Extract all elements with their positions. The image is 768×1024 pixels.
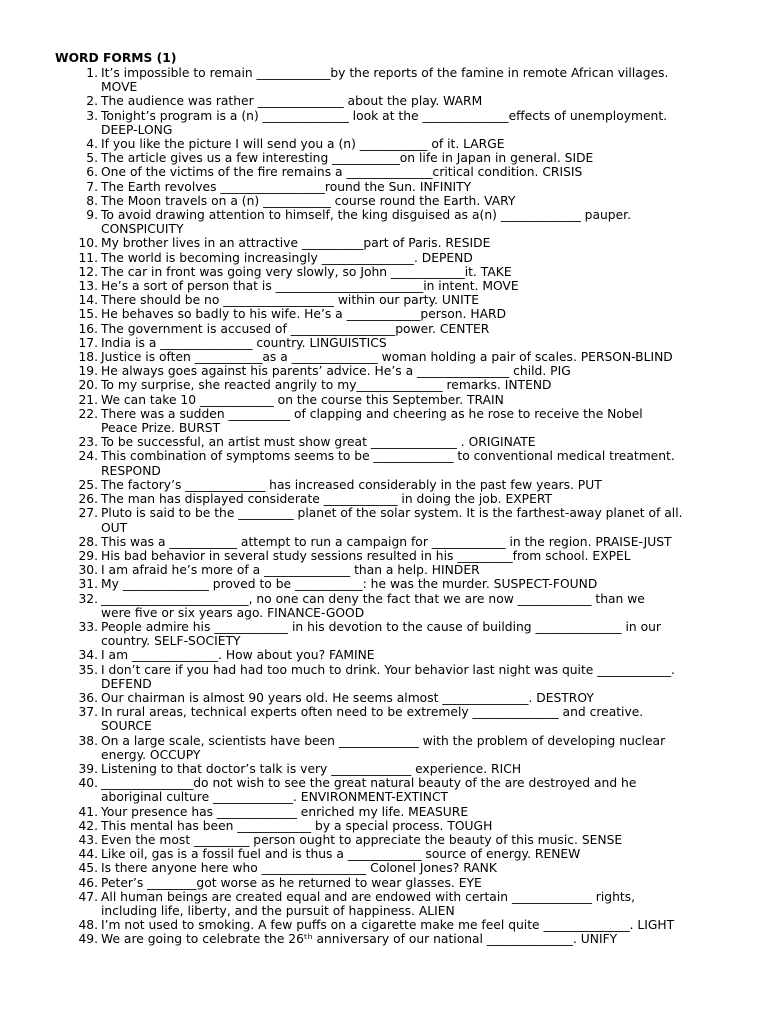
item-text: To be successful, an artist must show great ______________ . ORIGINATE (101, 435, 536, 450)
exercise-item (0, 620, 768, 648)
exercise-item (0, 165, 768, 179)
item-number: 8. (86, 193, 98, 208)
exercise-item (0, 208, 768, 236)
item-number: 15. (78, 307, 98, 322)
exercise-item (0, 805, 768, 819)
item-number: 34. (78, 648, 98, 663)
item-text: The article gives us a few interesting ___________on life in Japan in general. SIDE (101, 151, 594, 166)
exercise-item (0, 378, 768, 392)
item-text: To avoid drawing attention to himself, the king disguised as a(n) _____________ pauper. CONSPICUITY (101, 208, 632, 237)
item-number: 10. (78, 236, 98, 251)
item-number: 12. (78, 264, 98, 279)
item-text: This was a ___________ attempt to run a campaign for ____________ in the region. PRAISE-JUST (101, 534, 672, 549)
exercise-item (0, 563, 768, 577)
exercise-item (0, 535, 768, 549)
item-text: The Earth revolves _________________round the Sun. INFINITY (101, 179, 472, 194)
document-title: WORD FORMS (1) (55, 51, 177, 65)
item-number: 44. (78, 847, 98, 862)
exercise-item (0, 66, 768, 94)
item-text: India is a _______________ country. LINGUISTICS (101, 335, 387, 350)
item-text: I am ______________. How about you? FAMINE (101, 648, 375, 663)
item-text: This mental has been ____________ by a special process. TOUGH (101, 818, 493, 833)
exercise-item (0, 492, 768, 506)
item-number: 17. (78, 335, 98, 350)
item-text: ________________________, no one can deny the fact that we are now ____________ than we were five or six years ago. FINANCE-GOOD (101, 591, 645, 620)
item-number: 45. (78, 861, 98, 876)
item-number: 14. (78, 293, 98, 308)
exercise-item (0, 94, 768, 108)
exercise-item (0, 109, 768, 137)
item-text: In rural areas, technical experts often need to be extremely ______________ and creative. SOURCE (101, 705, 644, 734)
item-text: Our chairman is almost 90 years old. He seems almost ______________. DESTROY (101, 690, 594, 705)
exercise-item (0, 577, 768, 591)
item-number: 11. (78, 250, 98, 265)
exercise-item (0, 293, 768, 307)
exercise-item (0, 137, 768, 151)
exercise-item (0, 648, 768, 662)
item-number: 47. (78, 889, 98, 904)
exercise-item (0, 407, 768, 435)
item-number: 41. (78, 804, 98, 819)
item-number: 5. (86, 151, 98, 166)
item-text: Tonight’s program is a (n) ______________ look at the ______________effects of unemployment. DEEP-LONG (101, 108, 668, 137)
exercise-item (0, 236, 768, 250)
item-text: Like oil, gas is a fossil fuel and is thus a ____________ source of energy. RENEW (101, 847, 581, 862)
exercise-item (0, 151, 768, 165)
item-text: He always goes against his parents’ advice. He’s a _______________ child. PIG (101, 364, 571, 379)
item-text: Is there anyone here who _________________ Colonel Jones? RANK (101, 861, 497, 876)
item-text: We are going to celebrate the 26ᵗʰ anniversary of our national ______________. UNIFY (101, 932, 618, 947)
item-number: 2. (86, 94, 98, 109)
exercise-item (0, 663, 768, 691)
item-text: To my surprise, she reacted angrily to my______________ remarks. INTEND (101, 378, 552, 393)
item-number: 22. (78, 406, 98, 421)
exercise-item (0, 336, 768, 350)
item-number: 25. (78, 477, 98, 492)
item-text: Justice is often ___________as a ______________ woman holding a pair of scales. PERSON-BLIND (101, 350, 673, 365)
item-number: 19. (78, 364, 98, 379)
item-number: 48. (78, 918, 98, 933)
item-number: 4. (86, 137, 98, 152)
item-text: The audience was rather ______________ about the play. WARM (101, 94, 483, 109)
item-number: 37. (78, 705, 98, 720)
item-text: The factory’s _____________ has increased considerably in the past few years. PUT (101, 477, 602, 492)
item-text: Even the most _________ person ought to appreciate the beauty of this music. SENSE (101, 832, 623, 847)
exercise-item (0, 322, 768, 336)
item-text: Listening to that doctor’s talk is very _____________ experience. RICH (101, 761, 522, 776)
item-number: 24. (78, 449, 98, 464)
item-text: This combination of symptoms seems to be _____________ to conventional medical treatment. RESPOND (101, 449, 675, 478)
item-text: One of the victims of the fire remains a ______________critical condition. CRISIS (101, 165, 583, 180)
exercise-item (0, 478, 768, 492)
item-number: 26. (78, 492, 98, 507)
item-number: 21. (78, 392, 98, 407)
item-number: 18. (78, 350, 98, 365)
item-number: 38. (78, 733, 98, 748)
item-number: 39. (78, 761, 98, 776)
item-number: 6. (86, 165, 98, 180)
item-number: 3. (86, 108, 98, 123)
item-text: My ______________ proved to be ___________: he was the murder. SUSPECT-FOUND (101, 577, 598, 592)
item-number: 20. (78, 378, 98, 393)
item-text: The world is becoming increasingly _______________. DEPEND (101, 250, 473, 265)
exercise-item (0, 435, 768, 449)
exercise-item (0, 592, 768, 620)
item-text: The Moon travels on a (n) ___________ course round the Earth. VARY (101, 193, 516, 208)
item-number: 36. (78, 690, 98, 705)
exercise-item (0, 180, 768, 194)
item-number: 9. (86, 208, 98, 223)
exercise-item (0, 265, 768, 279)
exercise-item (0, 833, 768, 847)
item-number: 32. (78, 591, 98, 606)
item-number: 49. (78, 932, 98, 947)
item-text: The government is accused of _________________power. CENTER (101, 321, 490, 336)
exercise-item (0, 691, 768, 705)
item-number: 1. (86, 66, 98, 80)
item-number: 35. (78, 662, 98, 677)
item-text: Pluto is said to be the _________ planet of the solar system. It is the farthest-away planet of all. OUT (101, 506, 683, 535)
exercise-item (0, 918, 768, 932)
exercise-item (0, 279, 768, 293)
item-text: If you like the picture I will send you a (n) ___________ of it. LARGE (101, 137, 505, 152)
item-number: 30. (78, 563, 98, 578)
exercise-item (0, 861, 768, 875)
item-text: All human beings are created equal and are endowed with certain _____________ rights, including life, liberty, and the pursuit of happiness. ALIEN (101, 889, 635, 918)
item-text: On a large scale, scientists have been _____________ with the problem of developing nuclear energy. OCCUPY (101, 733, 666, 762)
exercise-item (0, 890, 768, 918)
exercise-item (0, 307, 768, 321)
item-number: 28. (78, 534, 98, 549)
exercise-item (0, 449, 768, 477)
item-number: 13. (78, 279, 98, 294)
item-text: People admire his ____________ in his devotion to the cause of building ______________ in our country. SELF-SOCIETY (101, 619, 661, 649)
item-number: 42. (78, 818, 98, 833)
item-number: 16. (78, 321, 98, 336)
item-number: 46. (78, 875, 98, 890)
item-number: 43. (78, 832, 98, 847)
item-number: 31. (78, 577, 98, 592)
item-text: It’s impossible to remain ____________by the reports of the famine in remote African villages. MOVE (101, 66, 669, 95)
exercise-item (0, 194, 768, 208)
exercise-item (0, 734, 768, 762)
item-text: _______________do not wish to see the great natural beauty of the are destroyed and he aboriginal culture _____________. ENVIRONMENT-EXTINCT (101, 776, 637, 805)
item-text: There was a sudden __________ of clapping and cheering as he rose to receive the Nobel Peace Prize. BURST (101, 406, 643, 436)
item-text: The man has displayed considerate ____________ in doing the job. EXPERT (101, 492, 552, 507)
item-number: 40. (78, 776, 98, 791)
item-text: He’s a sort of person that is ________________________in intent. MOVE (101, 279, 519, 294)
item-text: I’m not used to smoking. A few puffs on a cigarette make me feel quite ______________. LIGHT (101, 918, 675, 933)
item-number: 7. (86, 179, 98, 194)
exercise-item (0, 251, 768, 265)
item-text: He behaves so badly to his wife. He’s a ____________person. HARD (101, 307, 507, 322)
exercise-item (0, 506, 768, 534)
item-text: I am afraid he’s more of a ______________ than a help. HINDER (101, 563, 480, 578)
item-text: My brother lives in an attractive __________part of Paris. RESIDE (101, 236, 491, 251)
item-number: 29. (78, 548, 98, 563)
item-text: Your presence has _____________ enriched my life. MEASURE (101, 804, 469, 819)
item-text: Peter’s ________got worse as he returned to wear glasses. EYE (101, 875, 482, 890)
exercise-item (0, 847, 768, 861)
exercise-item (0, 364, 768, 378)
exercise-item (0, 549, 768, 563)
exercise-item (0, 776, 768, 804)
item-number: 27. (78, 506, 98, 521)
item-text: His bad behavior in several study sessions resulted in his _________from school. EXPEL (101, 548, 631, 563)
item-text: The car in front was going very slowly, so John ____________it. TAKE (101, 264, 512, 279)
exercise-item (0, 393, 768, 407)
item-text: We can take 10 ____________ on the course this September. TRAIN (101, 392, 504, 407)
exercise-item (0, 762, 768, 776)
exercise-item (0, 819, 768, 833)
exercise-item (0, 350, 768, 364)
exercise-list (0, 66, 768, 947)
item-text: I don’t care if you had had too much to drink. Your behavior last night was quite ____________. DEFEND (101, 662, 675, 691)
item-text: There should be no __________________ within our party. UNITE (101, 293, 480, 308)
exercise-item (0, 705, 768, 733)
exercise-item (0, 876, 768, 890)
item-number: 23. (78, 435, 98, 450)
item-number: 33. (78, 619, 98, 634)
exercise-item (0, 932, 768, 946)
